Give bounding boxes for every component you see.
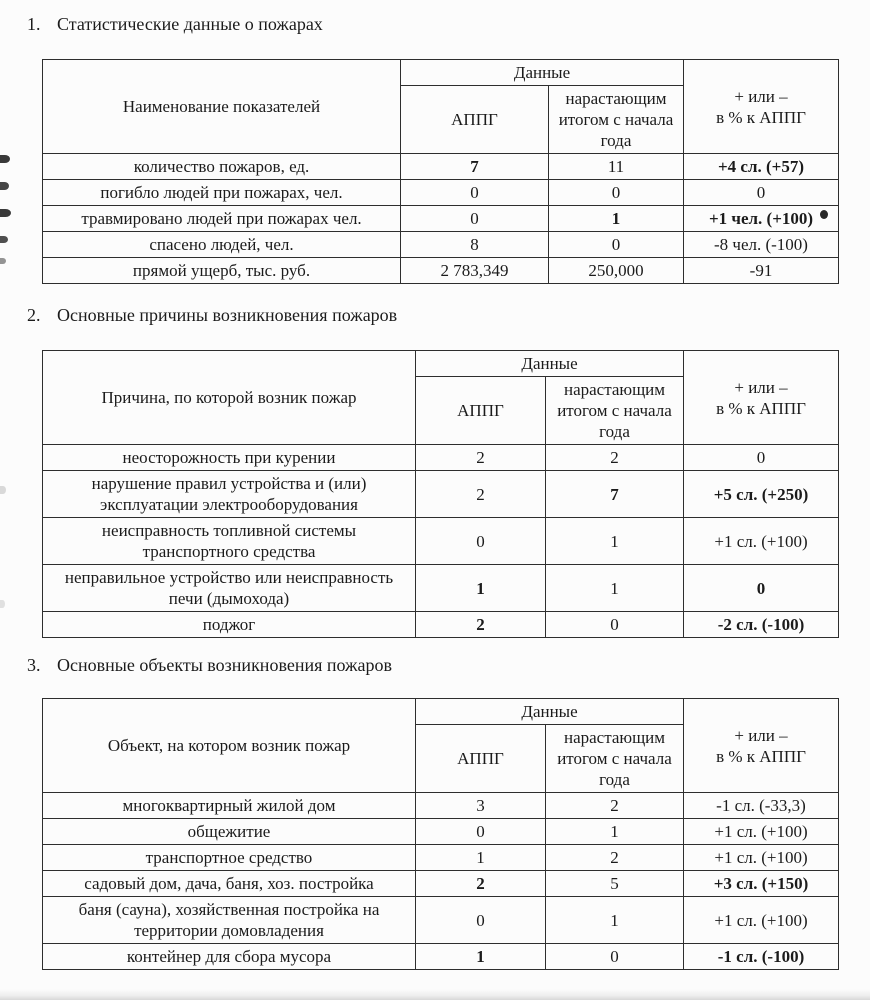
appg-value-cell: 3 [416,793,546,819]
row-label-cell: неправильное устройство или неисправность печи (дымохода) [43,565,416,612]
ytd-value-cell: 7 [546,471,684,518]
delta-value-cell: +4 сл. (+57) [684,154,839,180]
table-row [43,180,839,206]
scan-artifact [820,210,828,219]
delta-value-cell: +1 сл. (+100) [684,518,839,565]
ytd-column-header: нарастающим итогом с начала года [549,86,684,154]
table-row [43,206,839,232]
table-row [43,793,839,819]
ytd-value-cell: 1 [549,206,684,232]
delta-value-cell: +1 сл. (+100) [684,897,839,944]
appg-value-cell: 1 [416,565,546,612]
appg-value-cell: 0 [401,206,549,232]
table-row [43,232,839,258]
delta-column-header [684,699,839,793]
appg-value-cell: 2 [416,445,546,471]
delta-value-cell: +1 чел. (+100) [684,206,839,232]
delta-value-cell: -8 чел. (-100) [684,232,839,258]
appg-value-cell: 2 [416,471,546,518]
row-label-cell: травмировано людей при пожарах чел. [43,206,401,232]
row-label-cell: нарушение правил устройства и (или) эксплуатации электрооборудования [43,471,416,518]
scan-artifact [0,236,8,243]
section-title: Статистические данные о пожарах [57,14,323,34]
delta-value-cell: -2 сл. (-100) [684,612,839,638]
scan-artifact [0,209,11,217]
appg-value-cell: 0 [401,180,549,206]
fires-data-table [42,59,839,284]
fires-data-table [42,698,839,970]
ytd-value-cell: 1 [546,565,684,612]
fire-objects-table-container [42,698,870,970]
delta-header-line2: в % к АППГ [716,107,806,127]
delta-value-cell: +1 сл. (+100) [684,845,839,871]
section-heading [0,304,870,326]
ytd-value-cell: 0 [546,612,684,638]
row-label-cell: спасено людей, чел. [43,232,401,258]
appg-value-cell: 0 [416,518,546,565]
delta-value-cell: 0 [684,565,839,612]
section-heading [0,13,870,35]
data-group-header: Данные [416,699,684,725]
ytd-column-header: нарастающим итогом с начала года [546,377,684,445]
fire-causes-table-container [42,350,870,638]
section-heading [0,654,870,676]
appg-value-cell: 1 [416,944,546,970]
delta-header-line2: в % к АППГ [716,746,806,766]
section-number: 2. [27,305,41,325]
appg-value-cell: 0 [416,897,546,944]
delta-value-cell: 0 [684,180,839,206]
row-header-label: Причина, по которой возник пожар [43,351,416,445]
appg-value-cell: 2 [416,612,546,638]
row-label-cell: неисправность топливной системы транспортного средства [43,518,416,565]
row-label-cell: баня (сауна), хозяйственная постройка на территории домовладения [43,897,416,944]
appg-value-cell: 2 783,349 [401,258,549,284]
ytd-value-cell: 250,000 [549,258,684,284]
table-row [43,518,839,565]
scan-artifact [0,989,870,1000]
ytd-value-cell: 11 [549,154,684,180]
ytd-value-cell: 2 [546,445,684,471]
table-row [43,258,839,284]
delta-value-cell: 0 [684,445,839,471]
header-row-group [43,60,839,86]
data-group-header: Данные [416,351,684,377]
row-label-cell: транспортное средство [43,845,416,871]
ytd-column-header: нарастающим итогом с начала года [546,725,684,793]
row-label-cell: многоквартирный жилой дом [43,793,416,819]
delta-header-line1: + или – [734,86,788,106]
table-row [43,897,839,944]
table-row [43,944,839,970]
table-row [43,471,839,518]
row-label-cell: контейнер для сбора мусора [43,944,416,970]
appg-value-cell: 2 [416,871,546,897]
delta-value-cell: +1 сл. (+100) [684,819,839,845]
delta-header-line1: + или – [734,377,788,397]
section-fires-statistics [0,13,870,284]
section-number: 3. [27,655,41,675]
delta-header-line2: в % к АППГ [716,398,806,418]
row-label-cell: поджог [43,612,416,638]
ytd-value-cell: 0 [549,180,684,206]
scan-artifact [0,258,6,264]
appg-value-cell: 8 [401,232,549,258]
delta-value-cell: +5 сл. (+250) [684,471,839,518]
ytd-value-cell: 2 [546,845,684,871]
scan-artifact [0,182,9,190]
fires-statistics-table-container [42,59,870,284]
delta-value-cell: -1 сл. (-33,3) [684,793,839,819]
data-group-header: Данные [401,60,684,86]
delta-header-line1: + или – [734,725,788,745]
ytd-value-cell: 0 [546,944,684,970]
row-label-cell: неосторожность при курении [43,445,416,471]
ytd-value-cell: 1 [546,897,684,944]
header-row-group [43,351,839,377]
table-row [43,819,839,845]
row-header-label: Наименование показателей [43,60,401,154]
table-row [43,612,839,638]
row-label-cell: общежитие [43,819,416,845]
ytd-value-cell: 1 [546,518,684,565]
row-header-label: Объект, на котором возник пожар [43,699,416,793]
row-label-cell: погибло людей при пожарах, чел. [43,180,401,206]
ytd-value-cell: 5 [546,871,684,897]
appg-value-cell: 7 [401,154,549,180]
scan-artifact [0,486,6,494]
section-number: 1. [27,14,41,34]
delta-value-cell: -1 сл. (-100) [684,944,839,970]
table-row [43,565,839,612]
fires-data-table [42,350,839,638]
table-row [43,845,839,871]
section-title: Основные объекты возникновения пожаров [57,655,392,675]
delta-value-cell: -91 [684,258,839,284]
appg-column-header: АППГ [416,377,546,445]
row-label-cell: прямой ущерб, тыс. руб. [43,258,401,284]
section-fire-objects [0,654,870,970]
appg-column-header: АППГ [416,725,546,793]
appg-value-cell: 0 [416,819,546,845]
appg-column-header: АППГ [401,86,549,154]
delta-column-header [684,351,839,445]
scan-artifact [0,600,5,608]
section-fire-causes [0,304,870,638]
row-label-cell: количество пожаров, ед. [43,154,401,180]
table-row [43,871,839,897]
ytd-value-cell: 0 [549,232,684,258]
delta-column-header [684,60,839,154]
table-row [43,445,839,471]
ytd-value-cell: 1 [546,819,684,845]
appg-value-cell: 1 [416,845,546,871]
row-label-cell: садовый дом, дача, баня, хоз. постройка [43,871,416,897]
section-title: Основные причины возникновения пожаров [57,305,398,325]
scan-artifact [0,155,10,163]
delta-value-cell: +3 сл. (+150) [684,871,839,897]
header-row-group [43,699,839,725]
table-row [43,154,839,180]
ytd-value-cell: 2 [546,793,684,819]
